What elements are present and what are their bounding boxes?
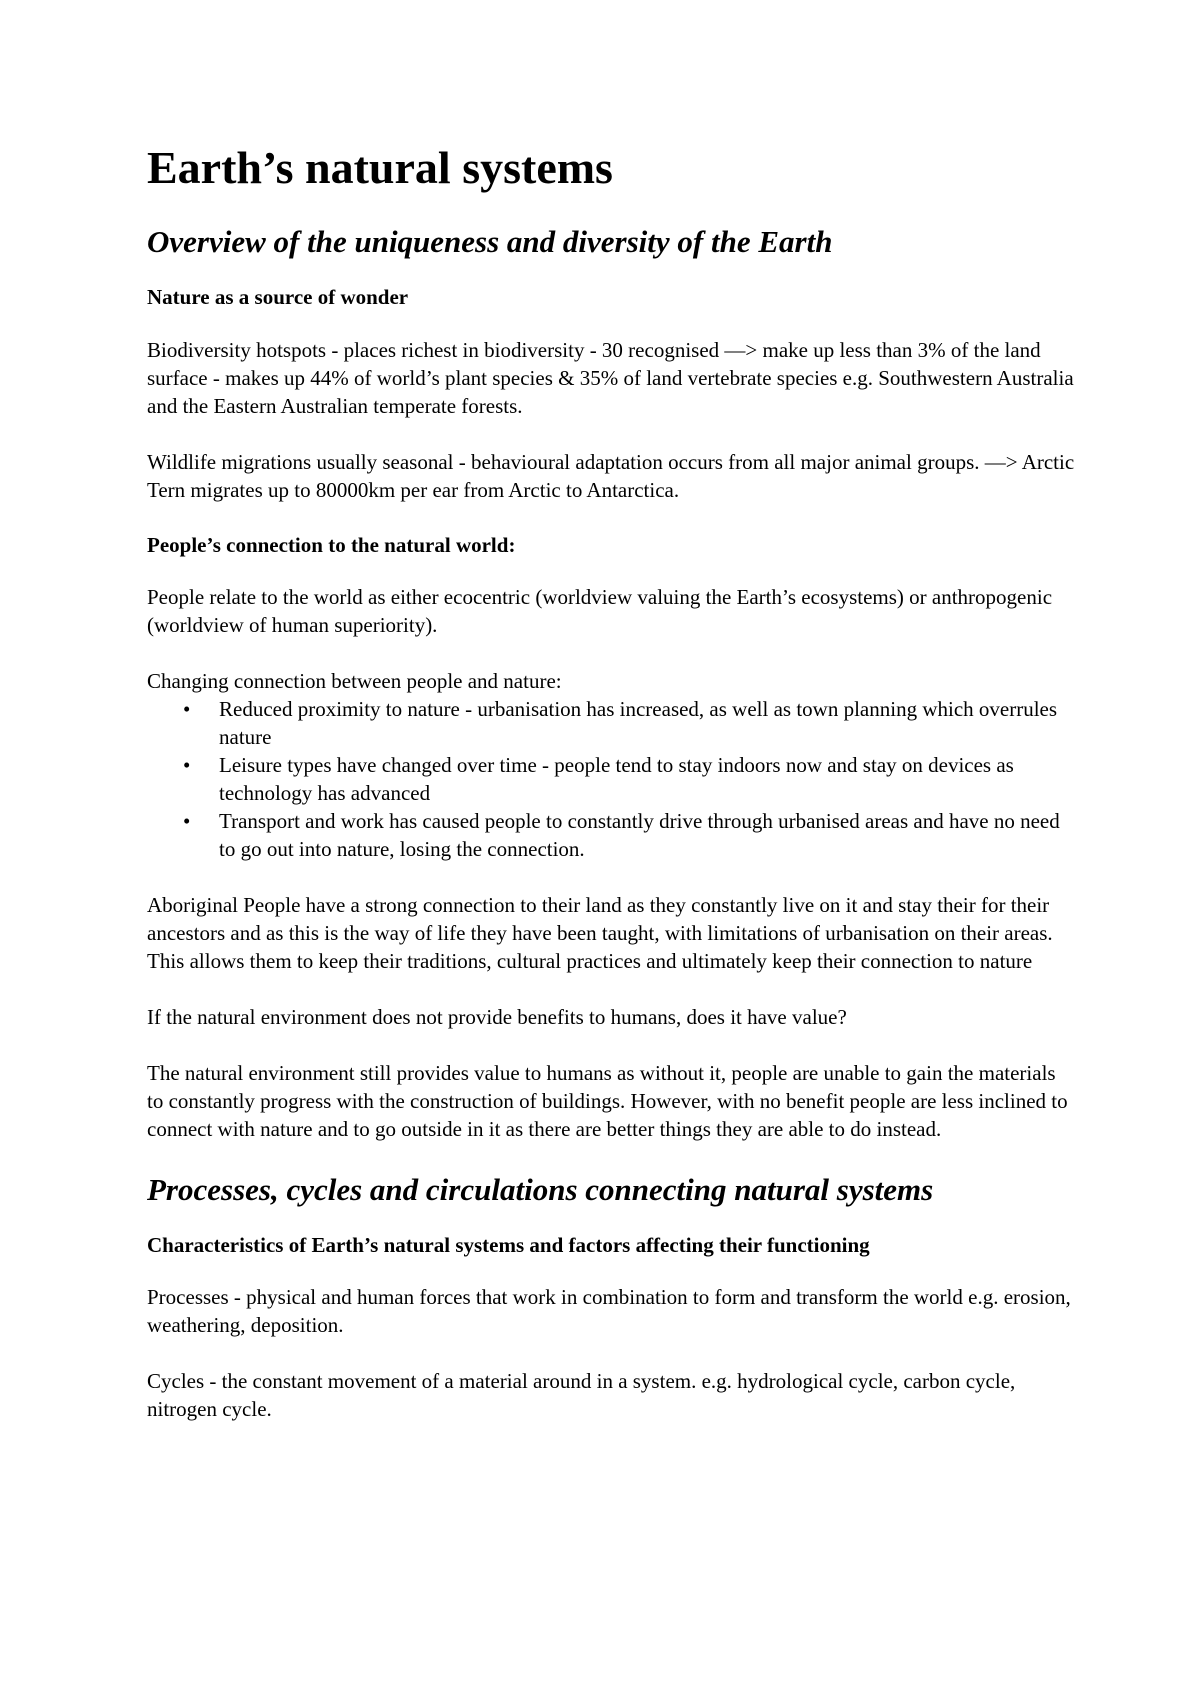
document-page [147, 140, 1077, 1423]
bullet-item [183, 807, 1077, 863]
paragraph-changing-connection: Changing connection between people and nature: [147, 668, 562, 693]
bullet-item [183, 751, 1077, 807]
section-heading-processes: Processes, cycles and circulations connecting natural systems [147, 1171, 934, 1207]
paragraph-question-value: If the natural environment does not provide benefits to humans, does it have value? [147, 1004, 847, 1029]
bullet-text: Leisure types have changed over time - people tend to stay indoors now and stay on devices as technology has advanced [219, 752, 1014, 805]
paragraph-biodiversity-hotspots: Biodiversity hotspots - places richest in biodiversity - 30 recognised —> make up less than 3% of the land surface - makes up 44% of world’s plant species & 35% of land vertebrate species e.g. Southwestern Australia and the Eastern Australian temperate forests. [147, 337, 1074, 418]
bullet-item [183, 695, 1077, 751]
section-heading-overview: Overview of the uniqueness and diversity of the Earth [147, 224, 833, 260]
bullet-icon: • [183, 696, 191, 721]
paragraph-processes: Processes - physical and human forces that work in combination to form and transform the world e.g. erosion, weathering, deposition. [147, 1285, 1071, 1338]
bullet-text: Reduced proximity to nature - urbanisation has increased, as well as town planning which overrules nature [219, 696, 1058, 749]
paragraph-natural-environment-value: The natural environment still provides value to humans as without it, people are unable to gain the materials to constantly progress with the construction of buildings. However, with no benefit people are less inclined to connect with nature and to go outside in it as there are better things they are able to do instead. [147, 1060, 1068, 1141]
subheading-nature-wonder: Nature as a source of wonder [147, 285, 409, 310]
bullet-text: Transport and work has caused people to constantly drive through urbanised areas and have no need to go out into nature, losing the connection. [219, 808, 1060, 861]
subheading-peoples-connection: People’s connection to the natural world: [147, 532, 516, 557]
paragraph-ecocentric: People relate to the world as either ecocentric (worldview valuing the Earth’s ecosystems) or anthropogenic (worldview of human superiority). [147, 584, 1053, 637]
bullet-icon: • [183, 752, 191, 777]
paragraph-aboriginal-people: Aboriginal People have a strong connection to their land as they constantly live on it and stay their for their ancestors and as this is the way of life they have been taught, with limitations of urbanisation on their areas. This allows them to keep their traditions, cultural practices and ultimately keep their connection to nature [147, 892, 1053, 973]
paragraph-wildlife-migrations: Wildlife migrations usually seasonal - behavioural adaptation occurs from all major animal groups. —> Arctic Tern migrates up to 80000km per ear from Arctic to Antarctica. [147, 449, 1075, 502]
paragraph-cycles: Cycles - the constant movement of a material around in a system. e.g. hydrological cycle, carbon cycle, nitrogen cycle. [147, 1369, 1016, 1422]
bullet-icon: • [183, 808, 191, 833]
bullet-list-changing-connection [147, 695, 1077, 863]
page-title: Earth’s natural systems [147, 142, 613, 193]
subheading-characteristics: Characteristics of Earth’s natural systems and factors affecting their functioning [147, 1233, 870, 1258]
